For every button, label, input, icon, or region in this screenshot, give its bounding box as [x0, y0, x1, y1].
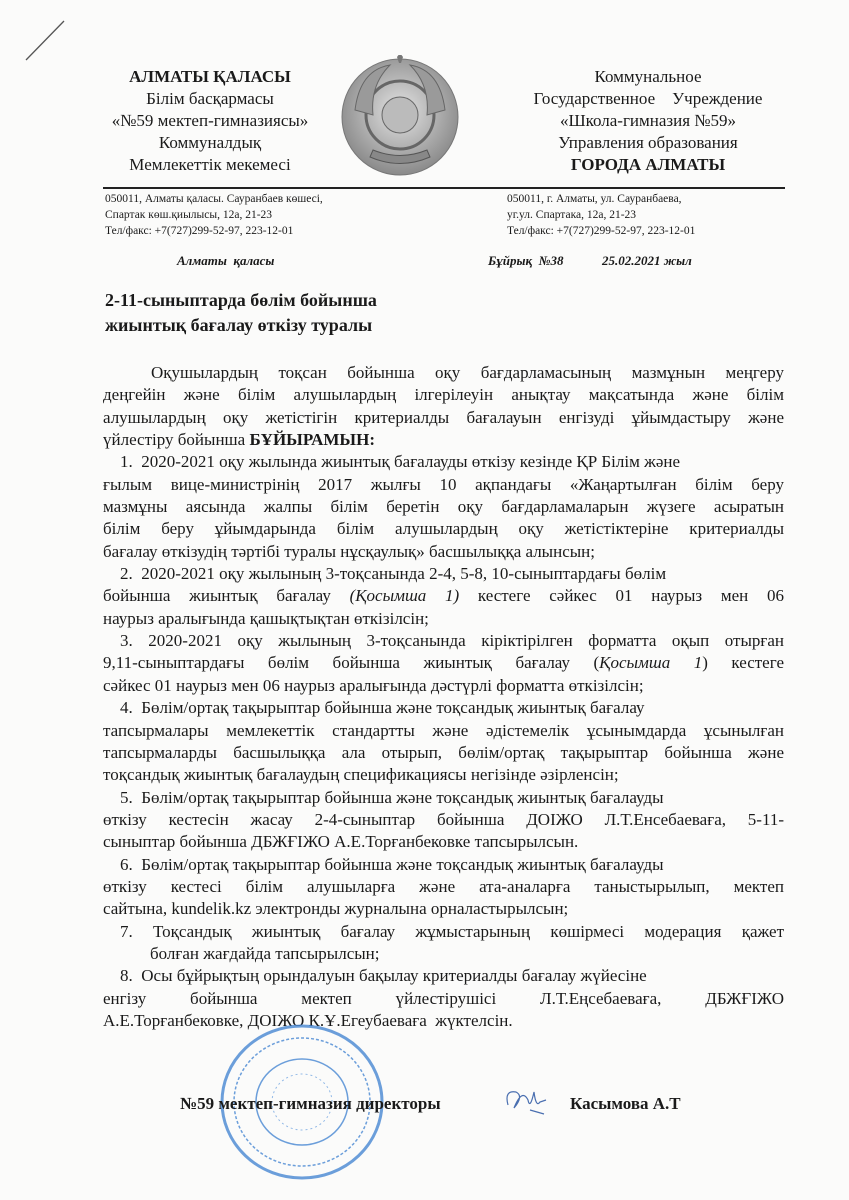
handwritten-signature	[500, 1080, 550, 1120]
order-number: Бұйрық №38	[488, 253, 564, 268]
appendix-ref: Қосымша 1	[599, 653, 703, 673]
item-1-line: білім беру ұйымдарында білім алушылардың оқу жетістіктеріне критериалды	[103, 519, 784, 539]
item-4-line: тоқсандық жиынтық бағалаудың спецификациясы негізінде әзірленсін;	[103, 765, 619, 785]
body-line: алушылардың оқу жетістігін критериалды бағалауын енгізуді ұйымдастыру және	[103, 407, 784, 427]
item-8-line: А.Е.Торғанбековке, ДОІЖО К.Ұ.Егеубаеваға жүктелсін.	[103, 1010, 513, 1030]
signatory-position: №59 мектеп-гимназия директоры	[180, 1094, 441, 1113]
header-right-line: Государственное Учреждение	[533, 89, 763, 108]
header-left	[60, 66, 360, 176]
title-line: жиынтық бағалау өткізу туралы	[105, 315, 373, 335]
body-line: деңгейін және білім алушылардың ілгерілеуін анықтау мақсатында және білім	[103, 385, 784, 405]
text: 9,11-сыныптардағы бөлім бойынша жиынтық бағалау (	[103, 653, 600, 673]
item-1-line: ғылым вице-министрінің 2017 жылғы 10 ақпандағы «Жаңартылған білім беру	[103, 474, 784, 494]
item-3-line	[103, 652, 784, 674]
header-left-line: Білім басқармасы	[146, 89, 274, 108]
address-left	[105, 191, 323, 239]
body-line: Оқушылардың тоқсан бойынша оқу бағдарламасының мазмұнын меңгеру	[151, 363, 784, 382]
signatory-name: Касымова А.Т	[570, 1094, 681, 1113]
text: кестеге сәйкес 01 наурыз мен 06	[459, 586, 784, 606]
item-5-line: сыныптар бойынша ДБЖҒІЖО А.Е.Торғанбековке тапсырылсын.	[103, 832, 579, 852]
header-left-line: Мемлекеттік мекемесі	[129, 155, 291, 174]
pen-stroke-mark	[20, 15, 70, 65]
item-1-line: бағалау өткізудің тәртібі туралы нұсқаулық» басшылыққа алынсын;	[103, 541, 595, 561]
header-right	[498, 66, 798, 176]
item-8-line: енгізу бойынша мектеп үйлестірушісі Л.Т.Еңсебаеваға, ДБЖҒІЖО	[103, 988, 784, 1008]
item-7-line: болған жағдайда тапсырылсын;	[150, 943, 380, 963]
order-date: 25.02.2021 жыл	[602, 253, 692, 268]
state-emblem	[335, 55, 465, 180]
body-line: үйлестіру бойынша	[103, 430, 250, 450]
item-6-line: 6. Бөлім/ортақ тақырыптар бойынша және тоқсандық жиынтық бағалауды	[120, 854, 664, 874]
header-right-line: Управления образования	[558, 133, 738, 152]
item-3-line: сәйкес 01 наурыз мен 06 наурыз аралығында дәстүрлі форматта өткізілсін;	[103, 675, 644, 695]
appendix-ref: (Қосымша 1)	[349, 586, 460, 606]
item-4-line: 4. Бөлім/ортақ тақырыптар бойынша және тоқсандық жиынтық бағалау	[120, 698, 645, 718]
address-line: 050011, г. Алматы, ул. Сауранбаева,	[507, 193, 682, 205]
item-2-line: наурыз аралығында қашықтықтан өткізілсін;	[103, 608, 429, 628]
city: Алматы қаласы	[177, 253, 275, 268]
address-line: Тел/факс: +7(727)299-52-97, 223-12-01	[507, 225, 696, 237]
header-divider	[103, 187, 785, 189]
text: бойынша жиынтық бағалау	[103, 586, 350, 606]
document-title	[105, 288, 377, 338]
item-5-line: 5. Бөлім/ортақ тақырыптар бойынша және тоқсандық жиынтық бағалауды	[120, 787, 664, 807]
item-4-line: тапсырмалары мемлекеттік стандартты және әдістемелік ұсынымдарда ұсынылған	[103, 720, 784, 740]
address-line: 050011, Алматы қаласы. Сауранбаев көшесі,	[105, 193, 323, 205]
address-line: Тел/факс: +7(727)299-52-97, 223-12-01	[105, 225, 294, 237]
item-2-line: 2. 2020-2021 оқу жылының 3-тоқсанында 2-4, 5-8, 10-сыныптардағы бөлім	[120, 564, 667, 584]
address-right	[507, 191, 695, 239]
header-left-line: АЛМАТЫ ҚАЛАСЫ	[129, 67, 291, 86]
document-body	[103, 362, 784, 1032]
item-1-line: мазмұны аясында жалпы білім беретін оқу бағдарламаларын жүзеге асыратын	[103, 497, 784, 517]
item-8-line: 8. Осы бұйрықтың орындалуын бақылау критериалды бағалау жүйесіне	[120, 966, 647, 986]
item-1-line: 1. 2020-2021 оқу жылында жиынтық бағалауды өткізу кезінде ҚР Білім және	[120, 452, 681, 472]
item-7-line: 7. Тоқсандық жиынтық бағалау жұмыстарының көшірмесі модерация қажет	[120, 921, 784, 941]
item-4-line: тапсырмаларды басшылыққа ала отырып, бөлім/ортақ тақырыптар бойынша және	[103, 742, 784, 762]
title-line: 2-11-сыныптарда бөлім бойынша	[105, 290, 377, 310]
address-line: уг.ул. Спартака, 12а, 21-23	[507, 209, 637, 221]
header-left-line: Коммуналдық	[158, 133, 262, 152]
order-keyword: БҰЙЫРАМЫН:	[249, 430, 375, 450]
header-right-line: «Школа-гимназия №59»	[559, 111, 737, 130]
item-5-line: өткізу кестесін жасау 2-4-сыныптар бойынша ДОІЖО Л.Т.Енсебаеваға, 5-11-	[103, 809, 784, 829]
header-left-line: «№59 мектеп-гимназиясы»	[111, 111, 309, 130]
address-line: Спартак көш.қиылысы, 12а, 21-23	[105, 209, 273, 221]
header-right-line: ГОРОДА АЛМАТЫ	[570, 155, 726, 174]
item-2-line	[103, 585, 784, 607]
item-6-line: сайтына, kundelik.kz электронды журналына орналастырылсын;	[103, 899, 569, 919]
item-6-line: өткізу кестесі білім алушыларға және ата-аналарға таныстырылып, мектеп	[103, 876, 784, 896]
header-right-line: Коммунальное	[594, 67, 702, 86]
item-3-line: 3. 2020-2021 оқу жылының 3-тоқсанында кіріктірілген форматта оқып отырған	[120, 631, 784, 651]
text: ) кестеге	[702, 653, 785, 673]
